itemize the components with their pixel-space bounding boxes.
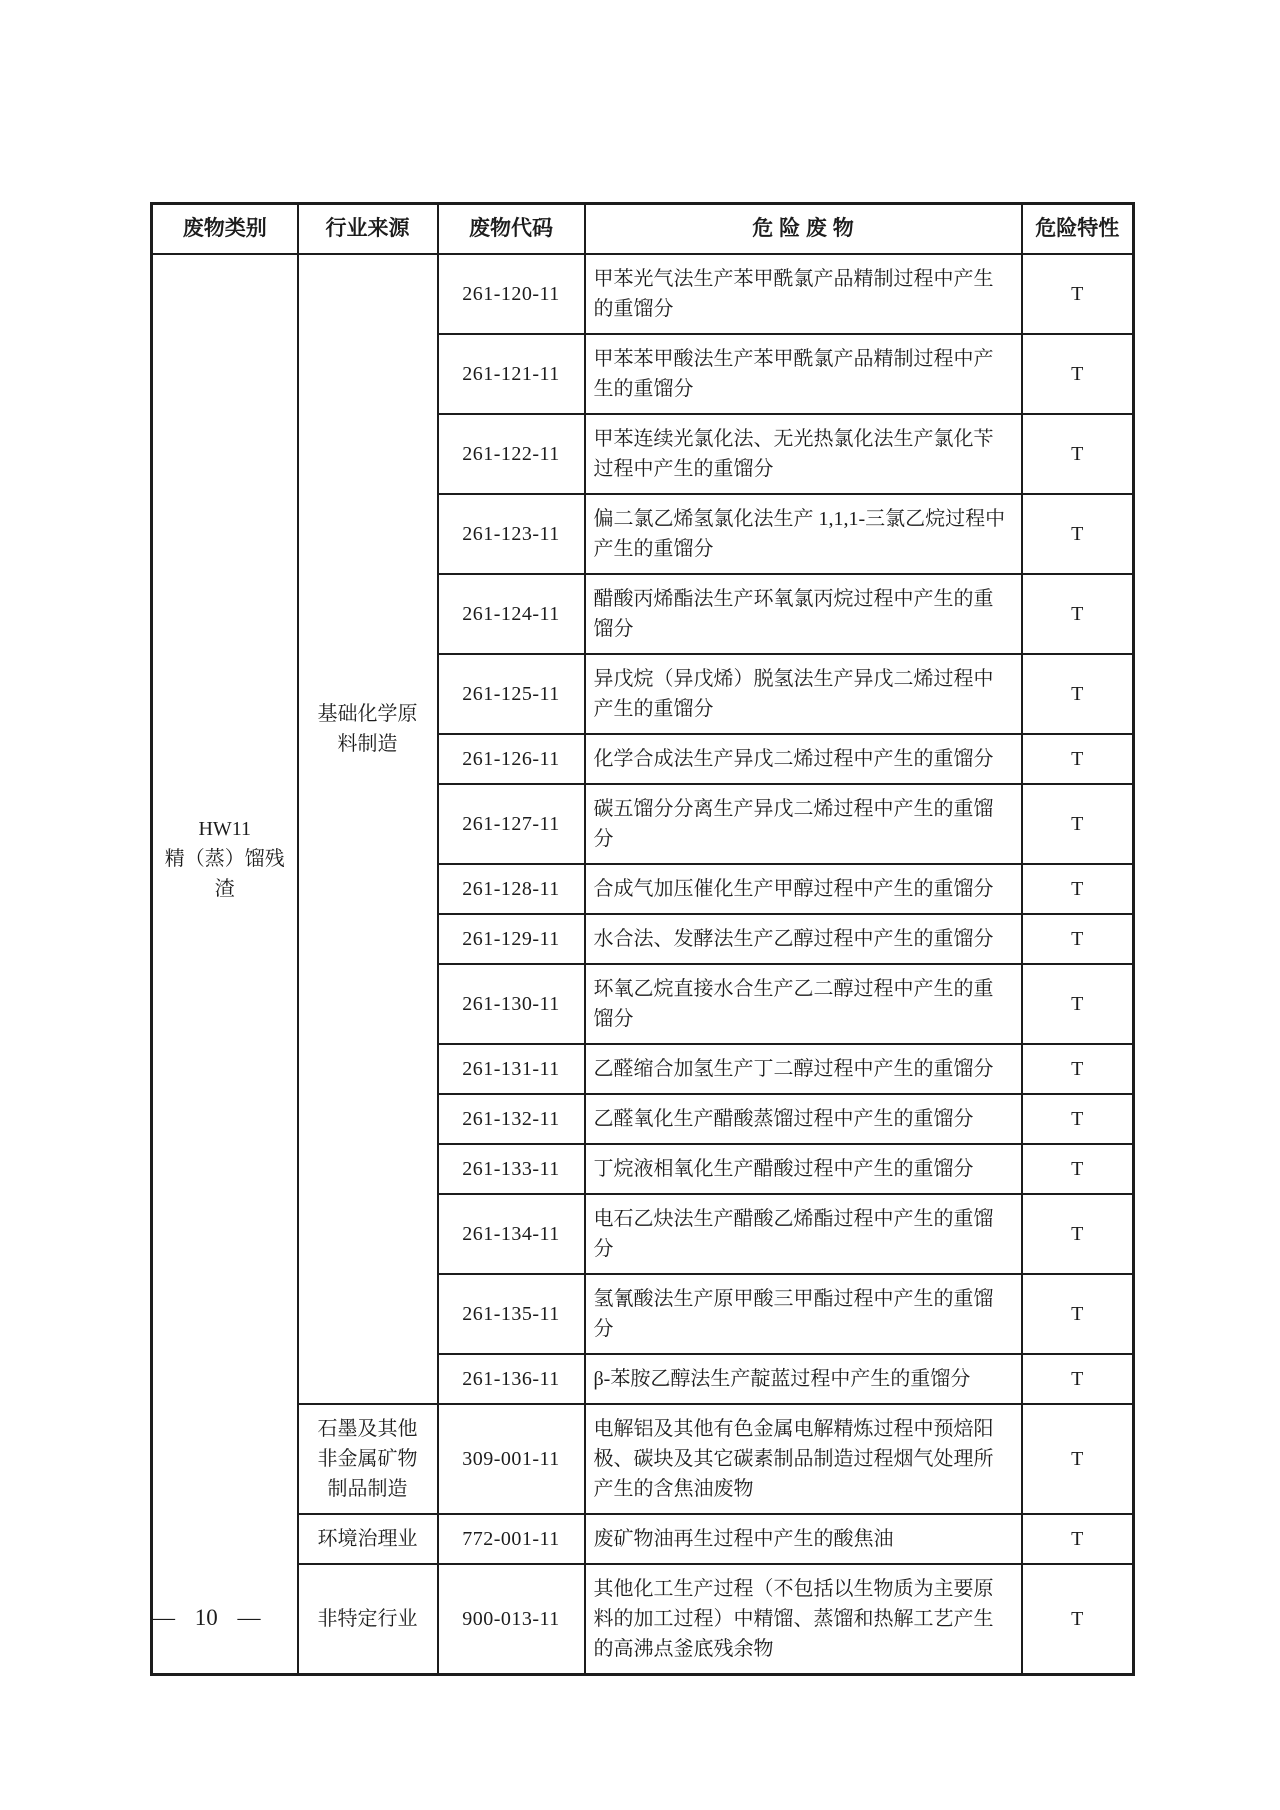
waste-code-cell: 261-129-11 <box>438 914 585 964</box>
hazardous-waste-desc-cell: 醋酸丙烯酯法生产环氧氯丙烷过程中产生的重馏分 <box>585 574 1022 654</box>
header-waste-category: 废物类别 <box>152 204 298 255</box>
hazardous-waste-desc-cell: 甲苯苯甲酸法生产苯甲酰氯产品精制过程中产生的重馏分 <box>585 334 1022 414</box>
header-industry-source: 行业来源 <box>298 204 438 255</box>
page-number: — 10 — <box>152 1605 261 1630</box>
hazardous-waste-desc-cell: 废矿物油再生过程中产生的酸焦油 <box>585 1514 1022 1564</box>
table-row <box>152 1404 1134 1514</box>
table-row <box>152 1564 1134 1675</box>
waste-code-cell: 900-013-11 <box>438 1564 585 1675</box>
header-hazardous-waste: 危 险 废 物 <box>585 204 1022 255</box>
waste-code-cell: 261-128-11 <box>438 864 585 914</box>
hazardous-waste-desc-cell: 环氧乙烷直接水合生产乙二醇过程中产生的重馏分 <box>585 964 1022 1044</box>
waste-code-cell: 261-136-11 <box>438 1354 585 1404</box>
hazard-trait-cell: T <box>1022 334 1134 414</box>
waste-category-name: 精（蒸）馏残渣 <box>164 848 285 900</box>
waste-code-cell: 261-134-11 <box>438 1194 585 1274</box>
hazard-trait-cell: T <box>1022 654 1134 734</box>
waste-code-cell: 261-123-11 <box>438 494 585 574</box>
hazardous-waste-desc-cell: 电解铝及其他有色金属电解精炼过程中预焙阳极、碳块及其它碳素制品制造过程烟气处理所产生的含焦油废物 <box>585 1404 1022 1514</box>
hazard-trait-cell: T <box>1022 864 1134 914</box>
hazardous-waste-desc-cell: 其他化工生产过程（不包括以生物质为主要原料的加工过程）中精馏、蒸馏和热解工艺产生的高沸点釜底残余物 <box>585 1564 1022 1675</box>
hazardous-waste-table <box>150 202 1135 1676</box>
hazard-trait-cell: T <box>1022 494 1134 574</box>
waste-code-cell: 261-121-11 <box>438 334 585 414</box>
hazardous-waste-desc-cell: 合成气加压催化生产甲醇过程中产生的重馏分 <box>585 864 1022 914</box>
waste-code-cell: 261-120-11 <box>438 254 585 334</box>
waste-code-cell: 261-135-11 <box>438 1274 585 1354</box>
waste-code-cell: 772-001-11 <box>438 1514 585 1564</box>
hazard-trait-cell: T <box>1022 1194 1134 1274</box>
waste-code-cell: 261-131-11 <box>438 1044 585 1094</box>
hazardous-waste-desc-cell: 偏二氯乙烯氢氯化法生产 1,1,1-三氯乙烷过程中产生的重馏分 <box>585 494 1022 574</box>
hazardous-waste-desc-cell: 碳五馏分分离生产异戊二烯过程中产生的重馏分 <box>585 784 1022 864</box>
hazard-trait-cell: T <box>1022 784 1134 864</box>
industry-source-cell: 基础化学原料制造 <box>298 254 438 1404</box>
table-row <box>152 254 1134 334</box>
waste-code-cell: 261-132-11 <box>438 1094 585 1144</box>
waste-category-code: HW11 <box>198 818 252 840</box>
header-hazard-trait: 危险特性 <box>1022 204 1134 255</box>
hazard-trait-cell: T <box>1022 254 1134 334</box>
hazardous-waste-desc-cell: 异戊烷（异戊烯）脱氢法生产异戊二烯过程中产生的重馏分 <box>585 654 1022 734</box>
hazard-trait-cell: T <box>1022 414 1134 494</box>
hazard-trait-cell: T <box>1022 1094 1134 1144</box>
hazardous-waste-desc-cell: 乙醛缩合加氢生产丁二醇过程中产生的重馏分 <box>585 1044 1022 1094</box>
industry-source-cell: 石墨及其他非金属矿物制品制造 <box>298 1404 438 1514</box>
hazardous-waste-desc-cell: 丁烷液相氧化生产醋酸过程中产生的重馏分 <box>585 1144 1022 1194</box>
waste-code-cell: 261-130-11 <box>438 964 585 1044</box>
hazard-trait-cell: T <box>1022 914 1134 964</box>
table-row <box>152 1514 1134 1564</box>
hazard-trait-cell: T <box>1022 1044 1134 1094</box>
waste-code-cell: 261-124-11 <box>438 574 585 654</box>
hazardous-waste-desc-cell: 乙醛氧化生产醋酸蒸馏过程中产生的重馏分 <box>585 1094 1022 1144</box>
hazardous-waste-desc-cell: β-苯胺乙醇法生产靛蓝过程中产生的重馏分 <box>585 1354 1022 1404</box>
hazardous-waste-desc-cell: 水合法、发酵法生产乙醇过程中产生的重馏分 <box>585 914 1022 964</box>
waste-category-cell <box>152 254 298 1675</box>
waste-code-cell: 261-126-11 <box>438 734 585 784</box>
industry-source-cell: 环境治理业 <box>298 1514 438 1564</box>
hazardous-waste-desc-cell: 甲苯光气法生产苯甲酰氯产品精制过程中产生的重馏分 <box>585 254 1022 334</box>
waste-code-cell: 309-001-11 <box>438 1404 585 1514</box>
hazard-trait-cell: T <box>1022 1564 1134 1675</box>
hazard-trait-cell: T <box>1022 964 1134 1044</box>
waste-code-cell: 261-133-11 <box>438 1144 585 1194</box>
waste-code-cell: 261-127-11 <box>438 784 585 864</box>
hazardous-waste-desc-cell: 甲苯连续光氯化法、无光热氯化法生产氯化苄过程中产生的重馏分 <box>585 414 1022 494</box>
waste-code-cell: 261-122-11 <box>438 414 585 494</box>
hazard-trait-cell: T <box>1022 1354 1134 1404</box>
hazard-trait-cell: T <box>1022 574 1134 654</box>
hazard-trait-cell: T <box>1022 1514 1134 1564</box>
industry-source-cell: 非特定行业 <box>298 1564 438 1675</box>
table-header-row <box>152 204 1134 255</box>
hazard-trait-cell: T <box>1022 1144 1134 1194</box>
hazard-trait-cell: T <box>1022 1274 1134 1354</box>
header-waste-code: 废物代码 <box>438 204 585 255</box>
waste-code-cell: 261-125-11 <box>438 654 585 734</box>
hazardous-waste-desc-cell: 电石乙炔法生产醋酸乙烯酯过程中产生的重馏分 <box>585 1194 1022 1274</box>
hazardous-waste-desc-cell: 化学合成法生产异戊二烯过程中产生的重馏分 <box>585 734 1022 784</box>
hazardous-waste-desc-cell: 氢氰酸法生产原甲酸三甲酯过程中产生的重馏分 <box>585 1274 1022 1354</box>
hazard-trait-cell: T <box>1022 734 1134 784</box>
hazard-trait-cell: T <box>1022 1404 1134 1514</box>
